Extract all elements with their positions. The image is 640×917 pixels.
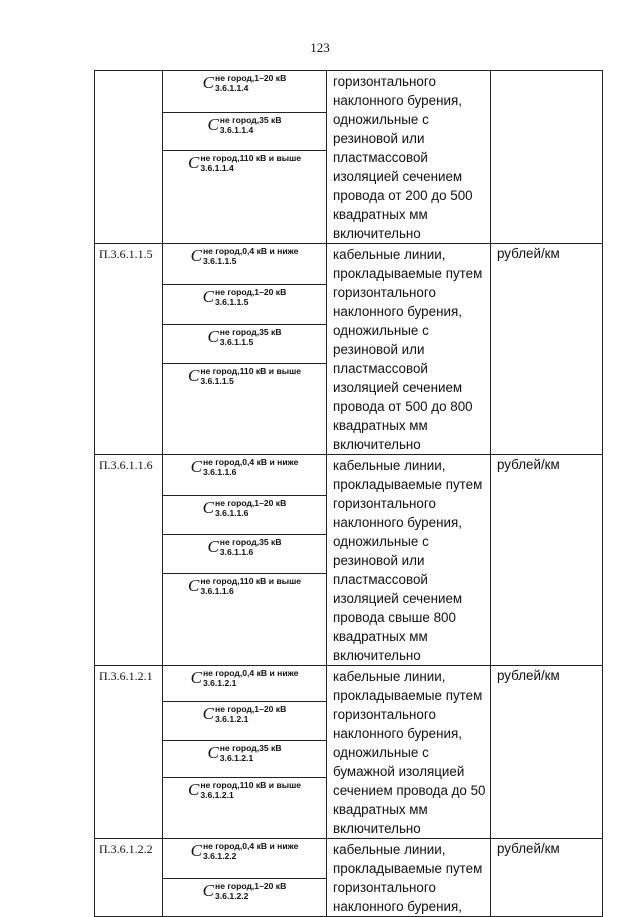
- description-line: горизонтального: [333, 707, 436, 722]
- formula-superscript: не город,1–20 кВ: [215, 73, 287, 83]
- table-row: [95, 244, 603, 455]
- description-line: квадратных мм: [333, 418, 428, 433]
- formula-subscript: 3.6.1.1.6: [215, 508, 249, 518]
- description-line: изоляцией сечением: [333, 380, 463, 395]
- description-cell: [327, 666, 491, 839]
- rate-formula: [203, 285, 287, 307]
- description-line: пластмассовой: [333, 150, 428, 165]
- formula-stack: [163, 244, 326, 439]
- formula-cell: [163, 71, 327, 244]
- description-line: резиновой или: [333, 131, 425, 146]
- formula-symbol: C: [202, 704, 214, 723]
- formula-symbol: C: [187, 780, 200, 799]
- description-line: горизонтального: [333, 496, 436, 511]
- rate-formula: [188, 574, 301, 596]
- rate-formula: [207, 535, 281, 557]
- formula-subcell: [163, 285, 326, 325]
- rate-formula: [207, 741, 281, 763]
- description-line: провода свыше 800: [333, 610, 456, 625]
- formula-subscript: 3.6.1.2.1: [200, 790, 234, 800]
- item-code-cell: П.3.6.1.1.6: [95, 455, 163, 666]
- rates-table-body: [95, 71, 603, 917]
- description-cell: [327, 244, 491, 455]
- formula-subcell: [163, 879, 326, 915]
- rate-formula: [203, 879, 287, 901]
- formula-subscript: 3.6.1.1.6: [200, 586, 234, 596]
- formula-stack: [163, 71, 326, 231]
- formula-subcell: [163, 702, 326, 741]
- formula-symbol: C: [187, 153, 200, 172]
- description-line: изоляцией сечением: [333, 169, 463, 184]
- formula-subscript: 3.6.1.1.4: [200, 163, 234, 173]
- description-line: горизонтального: [333, 74, 436, 89]
- rate-formula: [203, 71, 287, 93]
- formula-subcell: [163, 244, 326, 285]
- formula-superscript: не город,110 кВ и выше: [200, 153, 302, 163]
- formula-superscript: не город,35 кВ: [219, 327, 282, 337]
- rate-formula: [203, 496, 287, 518]
- formula-superscript: не город,0,4 кВ и ниже: [202, 668, 299, 678]
- item-code-cell: [95, 71, 163, 244]
- formula-symbol: C: [207, 327, 219, 346]
- formula-superscript: не город,1–20 кВ: [215, 881, 287, 891]
- rate-formula: [191, 666, 299, 688]
- unit-cell: рублей/км: [491, 455, 603, 666]
- formula-subcell: [163, 455, 326, 496]
- item-code-cell: П.3.6.1.2.2: [95, 839, 163, 917]
- description-line: сечением провода до 50: [333, 783, 486, 798]
- formula-superscript: не город,35 кВ: [219, 743, 282, 753]
- unit-cell: рублей/км: [491, 666, 603, 839]
- formula-superscript: не город,1–20 кВ: [215, 704, 287, 714]
- formula-symbol: C: [190, 457, 202, 476]
- unit-cell: рублей/км: [491, 244, 603, 455]
- formula-symbol: C: [202, 73, 214, 92]
- formula-symbol: C: [202, 881, 214, 900]
- description-line: включительно: [333, 821, 421, 836]
- formula-subscript: 3.6.1.2.1: [215, 714, 249, 724]
- formula-superscript: не город,110 кВ и выше: [200, 576, 302, 586]
- description-line: наклонного бурения,: [333, 515, 462, 530]
- formula-symbol: C: [202, 498, 214, 517]
- formula-subcell: [163, 113, 326, 151]
- formula-subcell: [163, 839, 326, 879]
- formula-cell: [163, 244, 327, 455]
- description-line: кабельные линии,: [333, 247, 446, 262]
- description-line: квадратных мм: [333, 629, 428, 644]
- rates-table: [94, 70, 603, 917]
- rate-formula: [191, 839, 299, 861]
- formula-subscript: 3.6.1.2.2: [202, 851, 237, 861]
- description-line: горизонтального: [333, 880, 436, 895]
- description-line: резиновой или: [333, 342, 425, 357]
- description-line: резиновой или: [333, 553, 425, 568]
- formula-symbol: C: [202, 287, 214, 306]
- formula-stack: [163, 455, 326, 650]
- description-line: пластмассовой: [333, 361, 428, 376]
- description-line: включительно: [333, 648, 421, 663]
- formula-symbol: C: [187, 576, 200, 595]
- rate-formula: [207, 113, 281, 135]
- formula-symbol: C: [207, 115, 219, 134]
- formula-subscript: 3.6.1.1.5: [200, 376, 234, 386]
- item-code-cell: П.3.6.1.2.1: [95, 666, 163, 839]
- description-line: наклонного бурения,: [333, 93, 462, 108]
- description-line: одножильные с: [333, 745, 429, 760]
- description-line: пластмассовой: [333, 572, 428, 587]
- formula-subscript: 3.6.1.2.1: [202, 678, 237, 688]
- description-cell: [327, 455, 491, 666]
- formula-symbol: C: [207, 743, 219, 762]
- description-line: одножильные с: [333, 534, 429, 549]
- rate-formula: [191, 455, 299, 477]
- formula-subscript: 3.6.1.1.5: [202, 256, 237, 266]
- description-line: провода от 500 до 800: [333, 399, 473, 414]
- rate-formula: [188, 778, 301, 800]
- description-line: прокладываемые путем: [333, 688, 483, 703]
- rate-formula: [207, 325, 281, 347]
- formula-subscript: 3.6.1.1.5: [219, 337, 254, 347]
- formula-subscript: 3.6.1.2.2: [215, 891, 249, 901]
- formula-superscript: не город,35 кВ: [219, 537, 282, 547]
- description-cell: [327, 71, 491, 244]
- formula-cell: [163, 666, 327, 839]
- formula-subcell: [163, 325, 326, 364]
- rate-formula: [203, 702, 287, 724]
- formula-symbol: C: [190, 668, 202, 687]
- description-line: кабельные линии,: [333, 842, 446, 857]
- unit-cell: [491, 71, 603, 244]
- formula-subscript: 3.6.1.1.6: [219, 547, 254, 557]
- rate-formula: [188, 151, 301, 173]
- description-line: кабельные линии,: [333, 458, 446, 473]
- formula-symbol: C: [190, 246, 202, 265]
- formula-subcell: [163, 666, 326, 702]
- description-line: включительно: [333, 226, 421, 241]
- formula-subcell: [163, 535, 326, 574]
- description-line: бумажной изоляцией: [333, 764, 465, 779]
- rate-formula: [188, 364, 301, 386]
- formula-subcell: [163, 574, 326, 650]
- unit-cell: рублей/км: [491, 839, 603, 917]
- formula-cell: [163, 455, 327, 666]
- formula-subscript: 3.6.1.1.6: [202, 467, 237, 477]
- formula-subscript: 3.6.1.2.1: [219, 753, 254, 763]
- formula-subscript: 3.6.1.1.5: [215, 297, 249, 307]
- description-line: изоляцией сечением: [333, 591, 463, 606]
- page-number: 123: [310, 40, 330, 55]
- formula-superscript: не город,1–20 кВ: [215, 287, 287, 297]
- formula-subscript: 3.6.1.1.4: [215, 83, 249, 93]
- description-line: включительно: [333, 437, 421, 452]
- formula-superscript: не город,0,4 кВ и ниже: [202, 841, 299, 851]
- formula-superscript: не город,0,4 кВ и ниже: [202, 457, 299, 467]
- formula-symbol: C: [190, 841, 202, 860]
- formula-superscript: не город,110 кВ и выше: [200, 366, 302, 376]
- item-code-cell: П.3.6.1.1.5: [95, 244, 163, 455]
- description-line: провода от 200 до 500: [333, 188, 473, 203]
- description-line: наклонного бурения,: [333, 726, 462, 741]
- formula-superscript: не город,110 кВ и выше: [200, 780, 302, 790]
- formula-subcell: [163, 151, 326, 231]
- formula-subcell: [163, 778, 326, 826]
- description-line: прокладываемые путем: [333, 861, 483, 876]
- table-row: [95, 71, 603, 244]
- formula-subcell: [163, 496, 326, 535]
- description-line: горизонтального: [333, 285, 436, 300]
- formula-symbol: C: [207, 537, 219, 556]
- description-line: одножильные с: [333, 323, 429, 338]
- formula-subscript: 3.6.1.1.4: [219, 125, 254, 135]
- formula-symbol: C: [187, 366, 200, 385]
- formula-subcell: [163, 741, 326, 778]
- description-line: кабельные линии,: [333, 669, 446, 684]
- description-line: прокладываемые путем: [333, 477, 483, 492]
- formula-stack: [163, 839, 326, 915]
- formula-superscript: не город,0,4 кВ и ниже: [202, 246, 299, 256]
- table-row: [95, 666, 603, 839]
- description-line: квадратных мм: [333, 802, 428, 817]
- description-line: наклонного бурения,: [333, 899, 462, 914]
- description-line: наклонного бурения,: [333, 304, 462, 319]
- description-line: квадратных мм: [333, 207, 428, 222]
- formula-stack: [163, 666, 326, 826]
- description-line: одножильные с: [333, 112, 429, 127]
- description-line: прокладываемые путем: [333, 266, 483, 281]
- rate-formula: [191, 244, 299, 266]
- formula-subcell: [163, 71, 326, 113]
- formula-superscript: не город,1–20 кВ: [215, 498, 287, 508]
- formula-superscript: не город,35 кВ: [219, 115, 282, 125]
- table-row: [95, 455, 603, 666]
- formula-subcell: [163, 364, 326, 439]
